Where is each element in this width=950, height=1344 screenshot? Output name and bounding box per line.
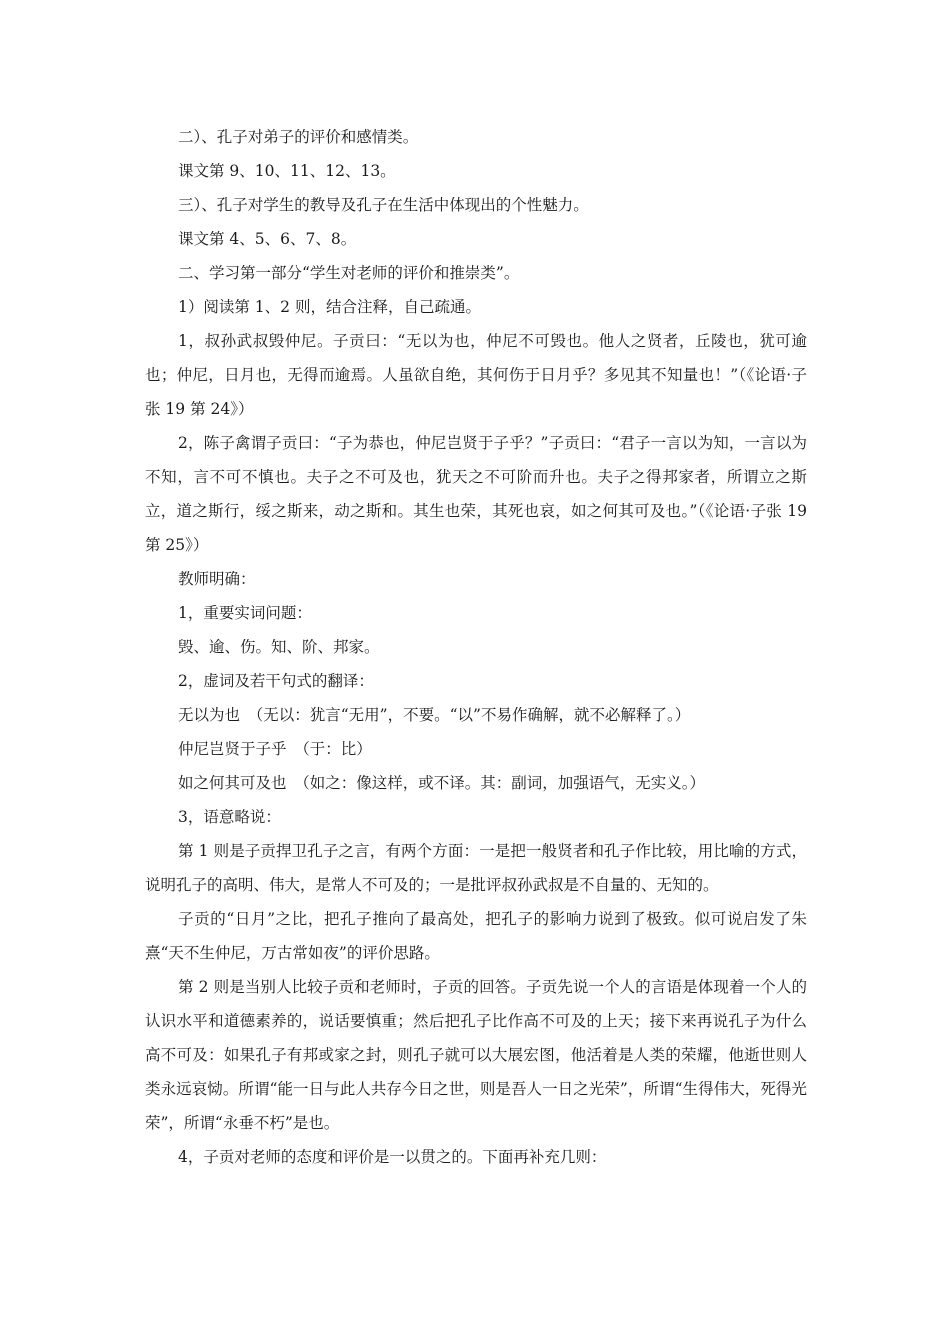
paragraph-meaning-title: 3，语意略说： — [178, 808, 281, 826]
paragraph-meaning-1: 第 1 则是子贡捍卫孔子之言，有两个方面：一是把一般贤者和孔子作比较，用比喻的方式，说明孔子的高明、伟大，是常人不可及的；一是批评叔孙武叔是不自量的、无知的。 — [145, 842, 807, 894]
paragraph-section-2-heading: 二）、孔子对弟子的评价和感情类。 — [178, 128, 419, 146]
document-page — [145, 120, 807, 1174]
paragraph-teacher-note: 教师明确： — [178, 570, 256, 588]
paragraph-key-words: 毁、逾、伤。知、阶、邦家。 — [178, 638, 380, 656]
paragraph-reading-task: 1）阅读第 1、2 则，结合注释，自己疏通。 — [178, 298, 481, 316]
paragraph-meaning-3: 第 2 则是当别人比较子贡和老师时，子贡的回答。子贡先说一个人的言语是体现着一个人的认识水平和道德素养的，说话要慎重；然后把孔子比作高不可及的上天；接下来再说孔子为什么高不可及：如果孔子有邦或家之封，则孔子就可以大展宏图，他活着是人类的荣耀，他逝世则人类永远哀恸。所谓“能一日与此人共存今日之世，则是吾人一日之光荣”，所谓“生得伟大，死得光荣”，所谓“永垂不朽”是也。 — [145, 978, 807, 1132]
paragraph-section-3-heading: 三）、孔子对学生的教导及孔子在生活中体现出的个性魅力。 — [178, 196, 589, 214]
paragraph-section-2-lessons: 课文第 9、10、11、12、13。 — [178, 162, 396, 180]
paragraph-grammar-title: 2，虚词及若干句式的翻译： — [178, 672, 374, 690]
paragraph-key-words-title: 1，重要实词问题： — [178, 604, 312, 622]
paragraph-text-2: 2，陈子禽谓子贡曰：“子为恭也，仲尼岂贤于子乎？”子贡曰：“君子一言以为知，一言以为不知，言不可不慎也。夫子之不可及也，犹天之不可阶而升也。夫子之得邦家者，所谓立之斯立，道之斯行，绥之斯来，动之斯和。其生也荣，其死也哀，如之何其可及也。”（《论语·子张 19 第 25》） — [145, 434, 807, 554]
paragraph-supplement: 4，子贡对老师的态度和评价是一以贯之的。下面再补充几则： — [178, 1148, 607, 1166]
paragraph-grammar-1: 无以为也 （无以：犹言“无用”，不要。“以”不易作确解，就不必解释了。） — [178, 706, 691, 724]
paragraph-meaning-2: 子贡的“日月”之比，把孔子推向了最高处，把孔子的影响力说到了极致。似可说启发了朱熹“天不生仲尼，万古常如夜”的评价思路。 — [145, 910, 807, 962]
paragraph-text-1: 1，叔孙武叔毁仲尼。子贡曰：“无以为也，仲尼不可毁也。他人之贤者，丘陵也，犹可逾也；仲尼，日月也，无得而逾焉。人虽欲自绝，其何伤于日月乎？多见其不知量也！”（《论语·子张 19 第 24》） — [145, 332, 807, 418]
paragraph-grammar-3: 如之何其可及也 （如之：像这样，或不译。其：副词，加强语气，无实义。） — [178, 774, 706, 792]
paragraph-part-2-title: 二、学习第一部分“学生对老师的评价和推崇类”。 — [178, 264, 520, 282]
paragraph-section-3-lessons: 课文第 4、5、6、7、8。 — [178, 230, 357, 248]
paragraph-grammar-2: 仲尼岂贤于子乎 （于：比） — [178, 740, 372, 758]
